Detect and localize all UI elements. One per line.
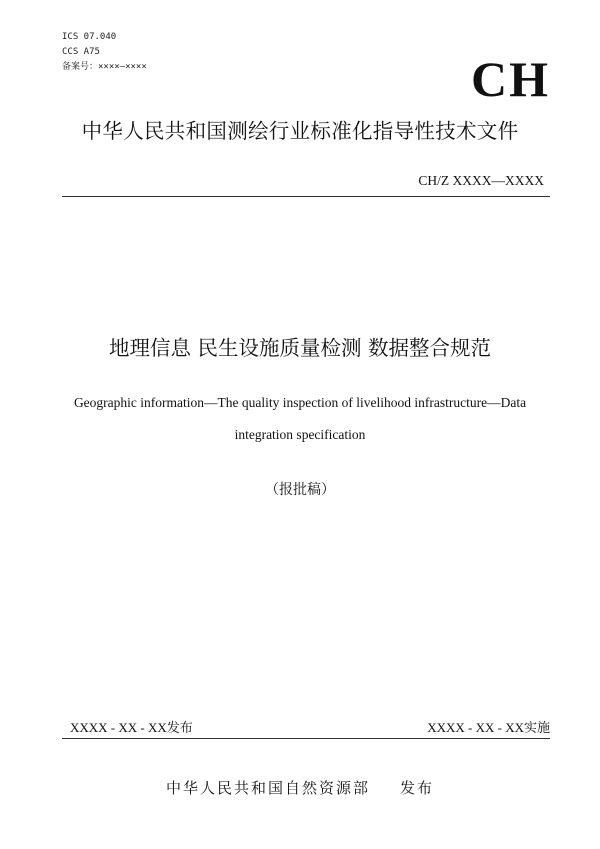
ccs-code: CCS A75	[62, 47, 100, 57]
publish-label: 发布	[166, 721, 193, 736]
english-title-line-2: integration specification	[234, 427, 366, 442]
document-type-heading: 中华人民共和国测绘行业标准化指导性技术文件	[81, 119, 519, 143]
record-number: 备案号：××××—××××	[62, 62, 147, 72]
footer-divider	[62, 738, 550, 739]
issuer-name: 中华人民共和国自然资源部	[165, 779, 370, 797]
publish-date: XXXX - XX - XX	[70, 720, 167, 735]
implement-date-block	[427, 719, 550, 738]
issuer-action: 发布	[400, 779, 435, 797]
publish-date-block	[70, 719, 193, 738]
ics-code: ICS 07.040	[62, 32, 117, 42]
chinese-title: 地理信息 民生设施质量检测 数据整合规范	[108, 336, 492, 360]
draft-status: （报批稿）	[265, 482, 335, 498]
implement-date: XXXX - XX - XX	[427, 720, 524, 735]
standard-code: CH/Z XXXX—XXXX	[418, 173, 544, 188]
issuer-line	[0, 778, 600, 798]
implement-label: 实施	[523, 721, 550, 736]
header-divider	[62, 196, 550, 197]
ch-logo: CH	[471, 51, 550, 107]
english-title-line-1: Geographic information—The quality inspection of livelihood infrastructure—Data	[73, 395, 527, 410]
